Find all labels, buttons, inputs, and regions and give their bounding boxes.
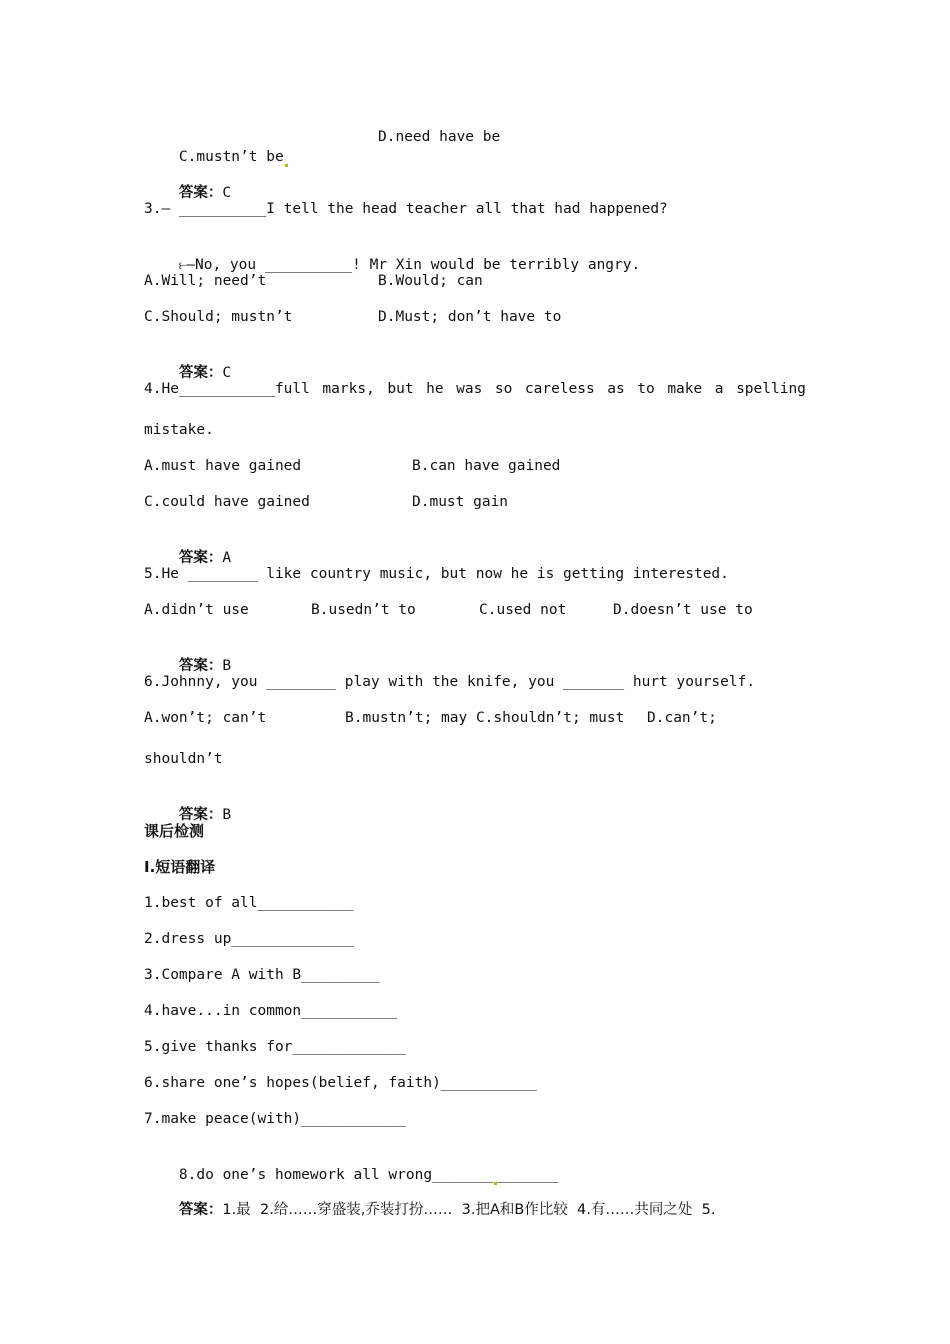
q4-option-d: D.must gain — [412, 494, 509, 510]
q3-option-b: B.Would; can — [378, 273, 483, 289]
q4-word: so — [494, 381, 513, 397]
answer-label: 答案： — [178, 550, 223, 566]
q4-word: 4.He___________full — [144, 381, 310, 397]
phrase-item: 4.have...in common___________ — [144, 1003, 398, 1019]
q5-option-a: A.didn’t use — [144, 602, 249, 618]
answer-value: B — [222, 658, 232, 674]
q3-option-d: D.Must; don’t have to — [378, 309, 562, 325]
q6-option-a: A.won’t; can’t — [144, 710, 267, 726]
answer-label: 答案： — [178, 807, 223, 823]
q4-question — [144, 379, 806, 399]
q5-question: 5.He ________ like country music, but now he is getting interested. — [144, 566, 729, 582]
section-subtitle: Ⅰ.短语翻译 — [144, 858, 216, 876]
q4-word: he — [426, 381, 444, 397]
answer-value: C — [222, 365, 232, 381]
section-title: 课后检测 — [144, 822, 205, 840]
q4-question-cont: mistake. — [144, 422, 214, 438]
answer-label: 答案： — [178, 185, 223, 201]
answer-label: 答案： — [178, 1202, 223, 1218]
phrase-item: 1.best of all___________ — [144, 895, 354, 911]
phrase-item: 7.make peace(with)____________ — [144, 1111, 406, 1127]
q3-option-c: C.Should; mustn’t — [144, 309, 293, 325]
phrase-item: 6.share one’s hopes(belief, faith)___________ — [144, 1075, 537, 1091]
q4-word: a — [714, 381, 724, 397]
answer-value: 1.最 2.给……穿盛装,乔装打扮…… 3.把A和B作比较 4.有……共同之处 5. — [222, 1202, 716, 1218]
q4-word: spelling — [736, 381, 806, 397]
answer-value: C — [222, 185, 232, 201]
answer-label: 答案： — [178, 658, 223, 674]
q5-option-c: C.used not — [479, 602, 567, 618]
q6-option-d: D.can’t; — [647, 710, 717, 726]
section-answer — [144, 1180, 715, 1240]
q6-question: 6.Johnny, you ________ play with the knife, you _______ hurt yourself. — [144, 674, 756, 690]
q2-option-c: C.mustn’t be — [178, 149, 284, 165]
phrase-item: 3.Compare A with B_________ — [144, 967, 380, 983]
answer-value: B — [222, 807, 232, 823]
q6-option-bc: B.mustn’t; may C.shouldn’t; must — [345, 710, 625, 726]
q3-option-a: A.Will; need’t — [144, 273, 267, 289]
answer-label: 答案： — [178, 365, 223, 381]
q4-word: but — [387, 381, 414, 397]
phrase-item-blank: _______ — [497, 1167, 559, 1183]
phrase-item-text: 8.do one’s homework all wrong_______ — [178, 1167, 494, 1183]
q4-word: marks, — [322, 381, 375, 397]
highlight-dot — [285, 164, 288, 167]
scribble-mark: ⥼ — [178, 258, 187, 273]
answer-value: A — [222, 550, 232, 566]
phrase-item: 2.dress up______________ — [144, 931, 354, 947]
q4-word: make — [667, 381, 703, 397]
q4-word: to — [637, 381, 655, 397]
q6-option-d-cont: shouldn’t — [144, 751, 223, 767]
q4-word: careless — [524, 381, 595, 397]
q5-option-b: B.usedn’t to — [311, 602, 416, 618]
q4-word: as — [607, 381, 625, 397]
q4-word: was — [456, 381, 483, 397]
q4-option-b: B.can have gained — [412, 458, 561, 474]
phrase-item: 5.give thanks for_____________ — [144, 1039, 406, 1055]
q5-option-d: D.doesn’t use to — [613, 602, 753, 618]
q3-reply-text: —No, you __________! Mr Xin would be terribly angry. — [186, 257, 641, 273]
q4-option-c: C.could have gained — [144, 494, 310, 510]
q4-option-a: A.must have gained — [144, 458, 302, 474]
q3-question: 3.— __________I tell the head teacher all that had happened? — [144, 201, 668, 217]
q2-option-d: D.need have be — [378, 129, 501, 145]
